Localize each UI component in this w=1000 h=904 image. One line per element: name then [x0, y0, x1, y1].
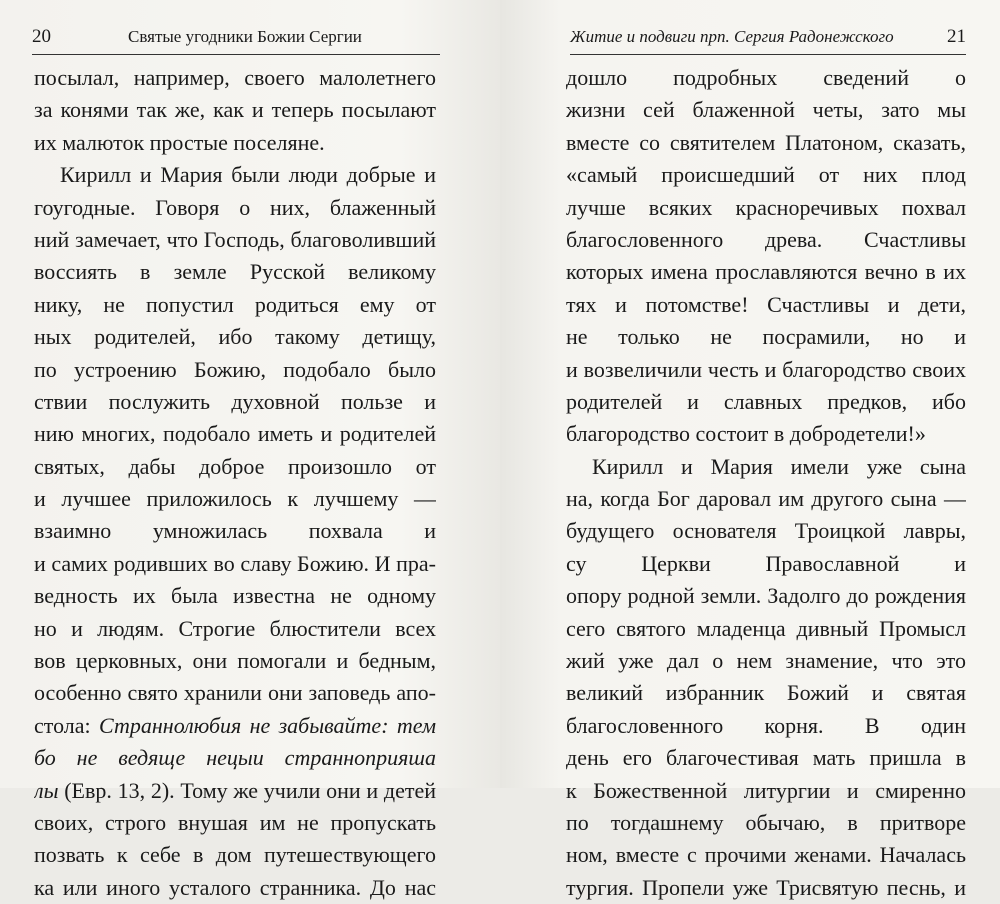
text-line: тях и потомстве! Счастливы и дети, — [566, 291, 966, 317]
left-header-rule — [32, 54, 440, 55]
text-line: к Божественной литургии и смиренно — [566, 777, 966, 803]
text-line: родителей и славных предков, ибо — [566, 388, 966, 414]
text-line: лы (Евр. 13, 2). Тому же учили они и детей — [34, 777, 436, 803]
quote-italic: Страннолюбия не забывайте: тем — [99, 712, 436, 738]
text-line: ведность их была известна не одному — [34, 583, 436, 609]
text-line: жизни сей блаженной четы, зато мы — [566, 97, 966, 123]
text-line: нию многих, подобало иметь и родителей — [34, 421, 436, 447]
right-page-header — [570, 26, 966, 48]
text-line: по тогдашнему обычаю, в притворе — [566, 809, 966, 835]
text-line: благородство состоит в добродетели!» — [566, 421, 926, 447]
text-line: вместе со святителем Платоном, сказать, — [566, 129, 966, 155]
text-line: и самих родивших во славу Божию. И пра- — [34, 550, 436, 576]
text-line: ствии послужить духовной пользе и — [34, 388, 436, 414]
text-line: жий уже дал о нем знамение, что это — [566, 648, 966, 674]
left-running-head: Святые угодники Божии Сергии — [128, 27, 362, 46]
text-line: лучше всяких красноречивых похвал — [566, 194, 966, 220]
text-line: ных родителей, ибо такому детищу, — [34, 324, 436, 350]
text-line: за конями так же, как и теперь посылают — [34, 97, 436, 123]
text-line: су Церкви Православной и — [566, 550, 966, 576]
text-line: благословенного древа. Счастливы — [566, 226, 966, 252]
text-line: стола: Страннолюбия не забывайте: тем — [34, 712, 436, 738]
text-line: взаимно умножилась похвала и — [34, 518, 436, 544]
text-line: ка или иного усталого странника. До нас — [34, 874, 436, 900]
left-page-header — [32, 26, 442, 48]
left-page — [0, 0, 500, 900]
left-page-number: 20 — [32, 26, 51, 47]
text-line: и лучшее приложилось к лучшему — — [34, 486, 436, 512]
text-line: день его благочестивая мать пришла в — [566, 745, 966, 771]
text-line: Кирилл и Мария имели уже сына — [592, 453, 966, 479]
right-page — [500, 0, 1000, 900]
text-line: ном, вместе с прочими женами. Началась — [566, 842, 966, 868]
text-line: нику, не попустил родиться ему от — [34, 291, 436, 317]
text-line: не только не посрамили, но и — [566, 324, 966, 350]
text-line: благословенного корня. В один — [566, 712, 966, 738]
text-line: на, когда Бог даровал им другого сына — — [566, 486, 966, 512]
text-line: будущего основателя Троицкой лавры, — [566, 518, 966, 544]
text-line: тургия. Пропели уже Трисвятую песнь, и — [566, 874, 966, 900]
text-line: опору родной земли. Задолго до рождения — [566, 583, 966, 609]
right-running-head: Житие и подвиги прп. Сергия Радонежского — [570, 27, 894, 46]
right-header-rule — [570, 54, 966, 55]
text-line: ний замечает, что Господь, благоволивший — [34, 226, 436, 252]
text-line: бо не ведяще нецыи странноприяша — [34, 745, 436, 771]
text-line: позвать к себе в дом путешествующего — [34, 842, 436, 868]
text-line: их малюток простые поселяне. — [34, 129, 325, 155]
text-line: но и людям. Строгие блюстители всех — [34, 615, 436, 641]
text-line: которых имена прославляются вечно в их — [566, 259, 966, 285]
text-line: особенно свято хранили они заповедь апо- — [34, 680, 436, 706]
text-line: своих, строго внушая им не пропускать — [34, 809, 436, 835]
text-line: вов церковных, они помогали и бедным, — [34, 648, 436, 674]
text-line: посылал, например, своего малолетнего — [34, 65, 436, 90]
right-page-number: 21 — [947, 26, 966, 47]
text-line: святых, дабы доброе произошло от — [34, 453, 436, 479]
right-page-text — [566, 62, 966, 904]
text-line: дошло подробных сведений о — [566, 65, 966, 90]
text-line: сего святого младенца дивный Промысл — [566, 615, 966, 641]
left-page-text — [34, 62, 436, 904]
text-line: воссиять в земле Русской великому — [34, 259, 436, 285]
text-line: Кирилл и Мария были люди добрые и — [60, 162, 436, 188]
text-line: по устроению Божию, подобало было — [34, 356, 436, 382]
text-line: «самый происшедший от них плод — [566, 162, 966, 188]
text-line: великий избранник Божий и святая — [566, 680, 966, 706]
text-line: и возвеличили честь и благородство своих — [566, 356, 966, 382]
text-line: гоугодные. Говоря о них, блаженный — [34, 194, 436, 220]
